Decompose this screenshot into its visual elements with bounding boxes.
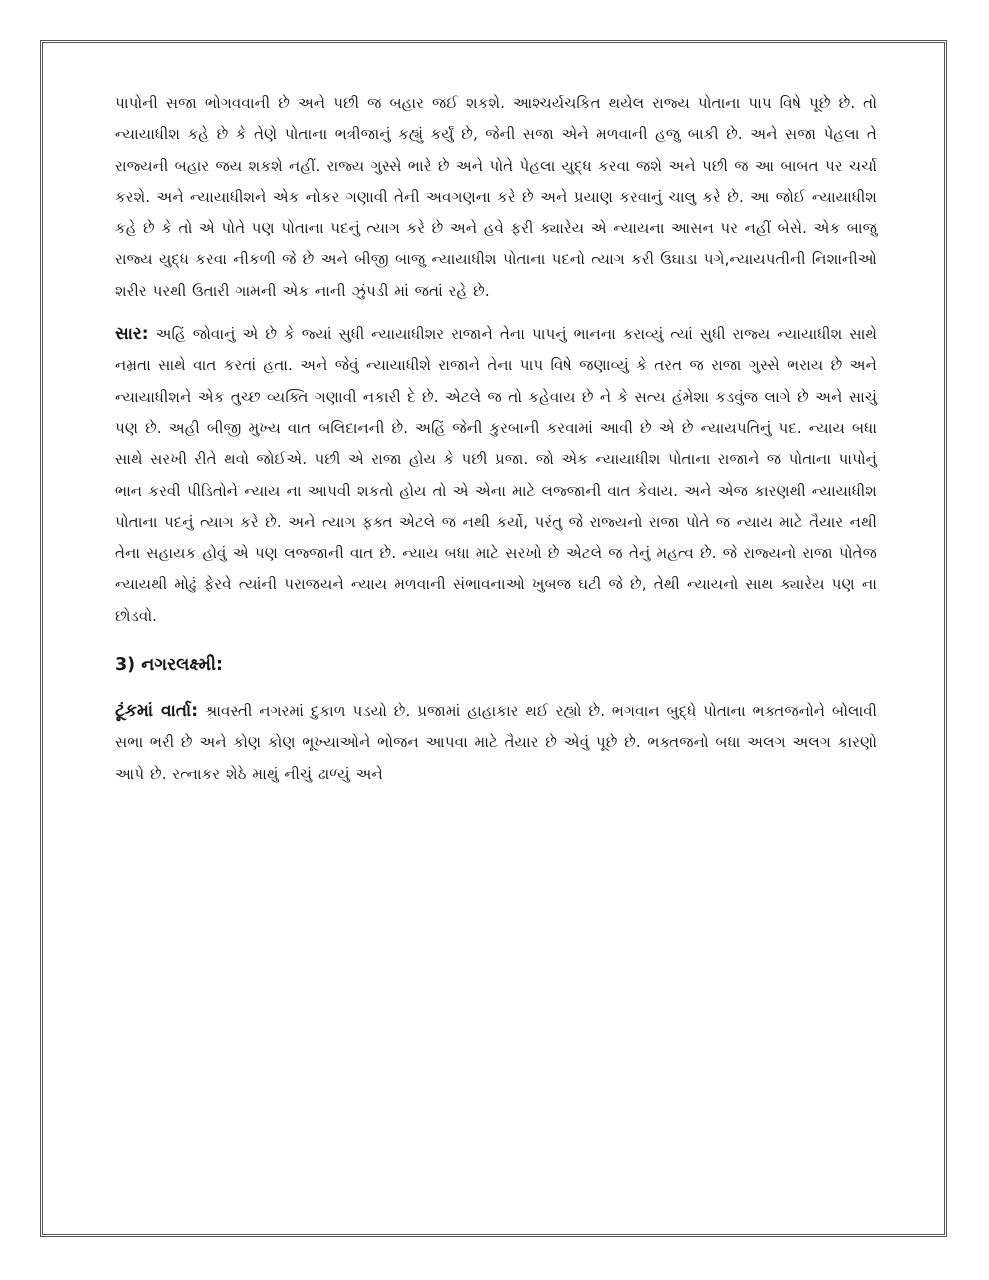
section-heading: 3) નગરલક્ષ્મી:	[115, 655, 223, 676]
paragraph-short-story	[115, 696, 877, 790]
paragraph-story-continuation: પાપોની સજા ભોગવવાની છે અને પછી જ બહાર જઈ શકશે. આશ્ચર્યચકિત થયેલ રાજ્ય પોતાના પાપ વિષે પૂછે છે. તો ન્યાયાધીશ કહે છે કે તેણે પોતાના ભત્રીજાનું કહ્યું કર્યું છે, જેની સજા એને મળવાની હજુ બાકી છે. અને સજા પેહલા તે રાજ્યની બહાર જય શકશે નહીં. રાજ્ય ગુસ્સે ભારે છે અને પોતે પેહલા યુદ્ધ કરવા જશે અને પછી જ આ બાબત પર ચર્ચા કરશે. અને ન્યાયાધીશને એક નોકર ગણાવી તેની અવગણના કરે છે અને પ્રયાણ કરવાનું ચાલુ કરે છે. આ જોઈ ન્યાયાધીશ કહે છે કે તો એ પોતે પણ પોતાના પદનું ત્યાગ કરે છે અને હવે ફરી ક્યારેય એ ન્યાયના આસન પર નહીં બેસે. એક બાજુ રાજ્ય યુદ્ધ કરવા નીકળી જે છે અને બીજી બાજુ ન્યાયાધીશ પોતાના પદનો ત્યાગ કરી ઉઘાડા પગે,ન્યાયપતીની નિશાનીઓ શરીર પરથી ઉતારી ગામની એક નાની ઝુંપડી માં જતાં રહે છે.	[115, 94, 877, 300]
story-label: ટૂંકમાં વાર્તા:	[115, 701, 199, 722]
paragraph-summary	[115, 319, 877, 632]
summary-label: સાર:	[115, 324, 149, 345]
document-body	[115, 88, 877, 790]
summary-text: અહિં જોવાનું એ છે કે જ્યાં સુધી ન્યાયાધીશર રાજાને તેના પાપનું ભાનના કરાવ્યું ત્યાં સુધી રાજ્ય ન્યાયાધીશ સાથે નમ્રતા સાથે વાત કરતાં હતા. અને જેવું ન્યાયાધીશે રાજાને તેના પાપ વિષે જણાવ્યું કે તરત જ રાજા ગુસ્સે ભરાય છે અને ન્યાયાધીશને એક તુચ્છ વ્યક્તિ ગણાવી નકારી દે છે. એટલે જ તો કહેવાય છે ને કે સત્ય હંમેશા કડવુંજ લાગે છે અને સાચું પણ છે. અહી બીજી મુખ્ય વાત બલિદાનની છે. અહિં જેની કુરબાની કરવામાં આવી છે એ છે ન્યાયપતિનું પદ. ન્યાય બધા સાથે સરખી રીતે થવો જોઈએ. પછી એ રાજા હોય કે પછી પ્રજા. જો એક ન્યાયાધીશ પોતાના રાજાને જ પોતાના પાપોનું ભાન કરવી પીડિતોને ન્યાય ના આપવી શકતો હોય તો એ એના માટે લજ્જાની વાત કેવાય. અને એજ કારણથી ન્યાયાધીશ પોતાના પદનું ત્યાગ કરે છે. અને ત્યાગ ફક્ત એટલે જ નથી કર્યો, પરંતુ જે રાજ્યનો રાજા પોતે જ ન્યાય માટે તૈયાર નથી તેના સહાયક હોવું એ પણ લજ્જાની વાત છે. ન્યાય બધા માટે સરખો છે એટલે જ તેનું મહત્વ છે. જે રાજ્યનો રાજા પોતેજ ન્યાયથી મોઢું ફેરવે ત્યાંની પરાજયને ન્યાય મળવાની સંભાવનાઓ ખુબજ ઘટી જે છે, તેથી ન્યાયનો સાથ ક્યારેય પણ ના છોડવો.	[115, 325, 877, 625]
story-text: શ્રાવસ્તી નગરમાં દુકાળ પડયો છે. પ્રજામાં હાહાકાર થઈ રહ્યો છે. ભગવાન બુદ્ધે પોતાના ભક્તજનોને બોલાવી સભા ભરી છે અને કોણ કોણ ભૂખ્યાઓને ભોજન આપવા માટે તૈયાર છે એવું પૂછે છે. ભક્તજનો બધા અલગ અલગ કારણો આપે છે. રત્નાકર શેઠે માથું નીચું ઢાળ્યું અને	[115, 702, 877, 783]
